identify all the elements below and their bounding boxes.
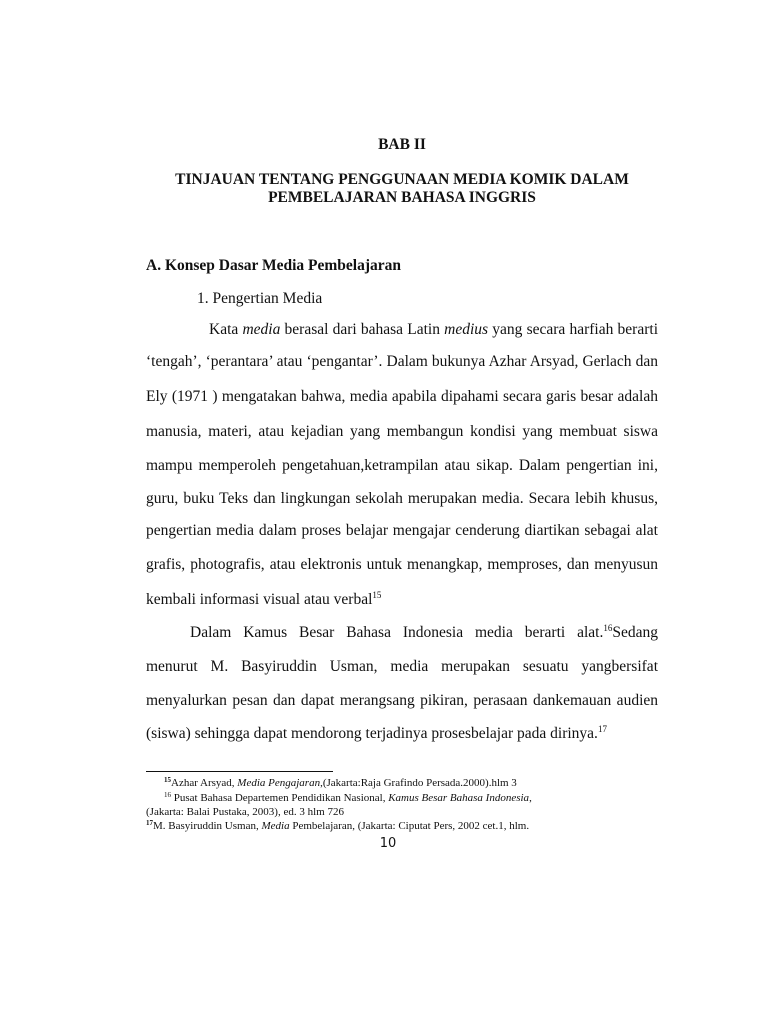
footnote-ref-16[interactable]: 16 bbox=[603, 623, 613, 633]
text: berasal dari bahasa Latin bbox=[280, 321, 445, 338]
paragraph-2-line-2: menurut M. Basyiruddin Usman, media merupakan sesuatu yangbersifat bbox=[146, 658, 658, 675]
paragraph-1-line-7: pengertian media dalam proses belajar mengajar cenderung diartikan sebagai alat bbox=[146, 522, 658, 539]
footnote-separator bbox=[146, 771, 333, 772]
italic-term-media: media bbox=[242, 321, 281, 338]
chapter-title-line-2: PEMBELAJARAN BAHASA INGGRIS bbox=[268, 189, 536, 206]
paragraph-2-line-4 bbox=[146, 725, 658, 743]
text: Dalam Kamus Besar Bahasa Indonesia media berarti alat. bbox=[190, 624, 604, 641]
subsection-heading: 1. Pengertian Media bbox=[197, 290, 323, 307]
footnote-ref-17[interactable]: 17 bbox=[597, 724, 607, 734]
text: ,(Jakarta:Raja Grafindo Persada.2000).hlm 3 bbox=[320, 777, 517, 789]
text: Sedang bbox=[612, 624, 658, 641]
footnote-17 bbox=[146, 820, 529, 833]
text: kembali informasi visual atau verbal bbox=[146, 591, 373, 608]
italic-title: Media bbox=[261, 820, 290, 832]
text: M. Basyiruddin Usman, bbox=[153, 820, 262, 832]
text: Azhar Arsyad, bbox=[171, 777, 238, 789]
footnote-15 bbox=[164, 777, 517, 790]
text: Pusat Bahasa Departemen Pendidikan Nasional, bbox=[171, 792, 389, 804]
chapter-title bbox=[146, 171, 658, 207]
footnote-number: 16 bbox=[164, 791, 171, 799]
paragraph-1-line-4: manusia, materi, atau kejadian yang membangun kondisi yang membuat siswa bbox=[146, 423, 658, 440]
italic-title: Media Pengajaran bbox=[237, 777, 321, 789]
footnote-number: 15 bbox=[164, 776, 171, 784]
paragraph-2-line-3: menyalurkan pesan dan dapat merangsang pikiran, perasaan dankemauan audien bbox=[146, 692, 658, 709]
text: Kata bbox=[209, 321, 243, 338]
paragraph-1-line-6: guru, buku Teks dan lingkungan sekolah merupakan media. Secara lebih khusus, bbox=[146, 490, 658, 507]
paragraph-1-line-5: mampu memperoleh pengetahuan,ketrampilan atau sikap. Dalam pengertian ini, bbox=[146, 457, 658, 474]
footnote-ref-15[interactable]: 15 bbox=[372, 590, 382, 600]
text: (siswa) sehingga dapat mendorong terjadinya prosesbelajar pada dirinya. bbox=[146, 725, 598, 742]
footnote-16 bbox=[164, 792, 532, 805]
text: , bbox=[529, 792, 532, 804]
page-number: 10 bbox=[379, 836, 397, 851]
section-heading: A. Konsep Dasar Media Pembelajaran bbox=[146, 257, 402, 274]
text: yang secara harfiah berarti bbox=[488, 321, 658, 338]
chapter-title-line-1: TINJAUAN TENTANG PENGGUNAAN MEDIA KOMIK DALAM bbox=[175, 171, 629, 188]
paragraph-1-line-3: Ely (1971 ) mengatakan bahwa, media apabila dipahami secara garis besar adalah bbox=[146, 388, 658, 405]
italic-term-medius: medius bbox=[444, 321, 489, 338]
paragraph-1-line-2: ‘tengah’, ‘perantara’ atau ‘pengantar’. Dalam bukunya Azhar Arsyad, Gerlach dan bbox=[146, 353, 658, 370]
chapter-heading: BAB II bbox=[378, 136, 426, 153]
paragraph-1-line-8: grafis, photografis, atau elektronis untuk menangkap, memproses, dan menyusun bbox=[146, 556, 658, 573]
text: Pembelajaran, (Jakarta: Ciputat Pers, 2002 cet.1, hlm. bbox=[289, 820, 530, 832]
paragraph-2-line-1 bbox=[190, 624, 658, 642]
paragraph-1-line-1 bbox=[209, 321, 658, 339]
paragraph-1-line-9 bbox=[146, 591, 658, 609]
footnote-16-continued: (Jakarta: Balai Pustaka, 2003), ed. 3 hlm 726 bbox=[146, 806, 344, 818]
footnote-number: 17 bbox=[146, 819, 153, 827]
italic-title: Kamus Besar Bahasa Indonesia bbox=[388, 792, 530, 804]
